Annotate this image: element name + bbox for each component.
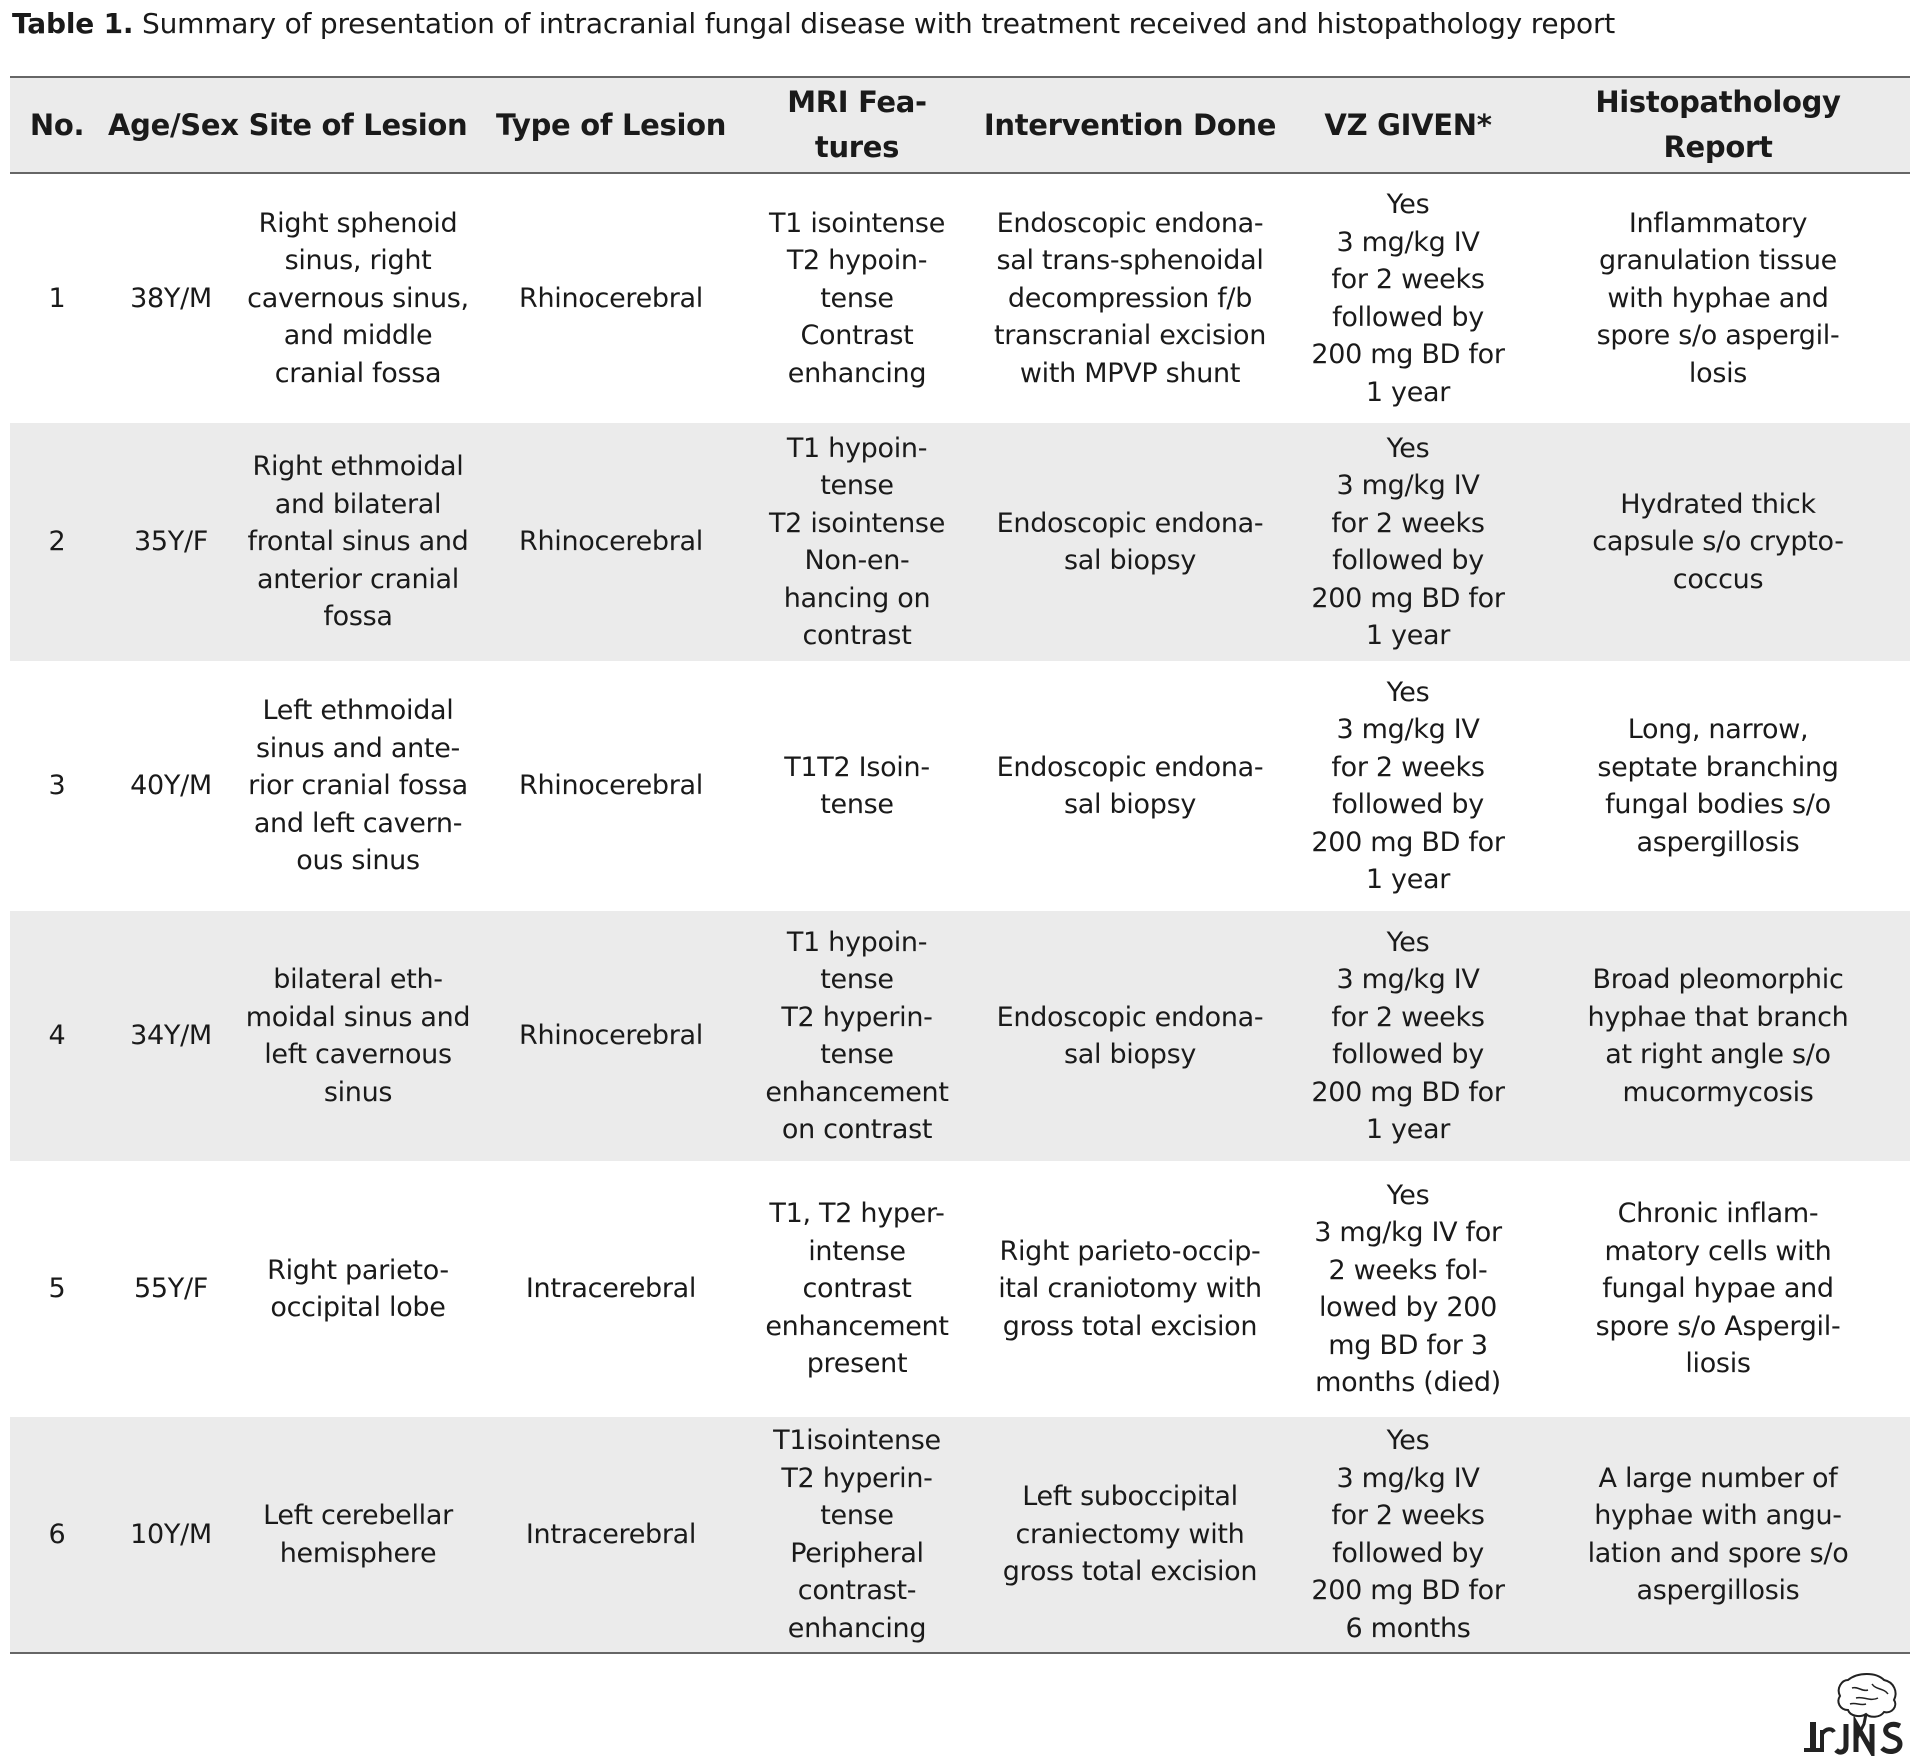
cell-type-of-lesion: Intracerebral bbox=[525, 1273, 697, 1305]
cell-histopathology-report: Broad pleomorphic hyphae that branch at right angle s/o mucormycosis bbox=[1587, 964, 1849, 1108]
table-row bbox=[10, 1161, 1910, 1417]
cell-vz-given: Yes 3 mg/kg IV for 2 weeks followed by 200 mg BD for 1 year bbox=[1311, 926, 1505, 1145]
table-caption-text: Summary of presentation of intracranial fungal disease with treatment received and histopathology report bbox=[133, 7, 1616, 40]
cell-type-of-lesion: Rhinocerebral bbox=[519, 526, 703, 558]
header-type-of-lesion: Type of Lesion bbox=[495, 107, 727, 142]
table-row bbox=[10, 911, 1910, 1161]
cell-histopathology-report: Long, narrow, septate branching fungal bodies s/o aspergillosis bbox=[1597, 714, 1839, 858]
cell-site-of-lesion: Right ethmoidal and bilateral frontal sinus and anterior cranial fossa bbox=[247, 451, 469, 633]
cell-type-of-lesion: Rhinocerebral bbox=[519, 1020, 703, 1052]
cell-histopathology-report: Hydrated thick capsule s/o crypto- coccus bbox=[1592, 488, 1844, 595]
cell-histopathology-report: A large number of hyphae with angu- lation and spore s/o aspergillosis bbox=[1587, 1462, 1849, 1606]
cell-type-of-lesion: Rhinocerebral bbox=[519, 282, 703, 314]
cell-no: 5 bbox=[48, 1273, 66, 1305]
cell-mri-features: T1T2 Isoin- tense bbox=[784, 751, 930, 820]
cell-vz-given: Yes 3 mg/kg IV for 2 weeks followed by 200 mg BD for 6 months bbox=[1311, 1425, 1505, 1644]
table-row bbox=[10, 1417, 1910, 1653]
cell-no: 4 bbox=[48, 1020, 66, 1052]
cell-vz-given: Yes 3 mg/kg IV for 2 weeks fol- lowed by 200 mg BD for 3 months (died) bbox=[1314, 1179, 1502, 1398]
cell-mri-features: T1isointense T2 hyperin- tense Peripheral contrast- enhancing bbox=[773, 1425, 941, 1644]
cell-age-sex: 35Y/F bbox=[134, 526, 208, 558]
cell-intervention-done: Right parieto-occip- ital craniotomy with gross total excision bbox=[998, 1235, 1262, 1342]
cell-age-sex: 34Y/M bbox=[130, 1020, 212, 1052]
cell-no: 1 bbox=[48, 282, 66, 314]
table-header-row bbox=[10, 77, 1910, 173]
cell-age-sex: 38Y/M bbox=[130, 282, 212, 314]
cell-histopathology-report: Chronic inflam- matory cells with fungal hypae and spore s/o Aspergil- liosis bbox=[1595, 1198, 1841, 1380]
cell-vz-given: Yes 3 mg/kg IV for 2 weeks followed by 200 mg BD for 1 year bbox=[1311, 189, 1505, 408]
cell-vz-given: Yes 3 mg/kg IV for 2 weeks followed by 200 mg BD for 1 year bbox=[1311, 432, 1505, 651]
cell-intervention-done: Endoscopic endona- sal biopsy bbox=[996, 751, 1264, 820]
journal-logo bbox=[1800, 1672, 1910, 1756]
cell-mri-features: T1 hypoin- tense T2 isointense Non-en- hancing on contrast bbox=[768, 432, 946, 651]
cell-intervention-done: Endoscopic endona- sal biopsy bbox=[996, 1001, 1264, 1070]
cell-mri-features: T1 hypoin- tense T2 hyperin- tense enhancement on contrast bbox=[765, 926, 949, 1145]
cell-no: 6 bbox=[48, 1518, 66, 1550]
header-mri-features: MRI Fea- tures bbox=[787, 85, 927, 164]
header-no: No. bbox=[29, 107, 85, 142]
cell-mri-features: T1, T2 hyper- intense contrast enhancement present bbox=[765, 1198, 949, 1380]
cell-site-of-lesion: Right sphenoid sinus, right cavernous sinus, and middle cranial fossa bbox=[247, 207, 469, 389]
cell-no: 3 bbox=[48, 770, 66, 802]
table-row bbox=[10, 423, 1910, 661]
cell-mri-features: T1 isointense T2 hypoin- tense Contrast enhancing bbox=[768, 207, 946, 389]
cell-site-of-lesion: Right parieto- occipital lobe bbox=[267, 1254, 449, 1323]
summary-table bbox=[10, 76, 1910, 1654]
header-site-of-lesion: Site of Lesion bbox=[248, 107, 468, 142]
cell-site-of-lesion: bilateral eth- moidal sinus and left cavernous sinus bbox=[245, 964, 471, 1108]
cell-site-of-lesion: Left ethmoidal sinus and ante- rior cranial fossa and left cavern- ous sinus bbox=[248, 695, 468, 877]
header-histopathology-report: Histopathology Report bbox=[1595, 85, 1841, 164]
header-age-sex: Age/Sex bbox=[108, 107, 239, 142]
table-row bbox=[10, 173, 1910, 423]
header-vz-given: VZ GIVEN* bbox=[1324, 107, 1492, 142]
cell-site-of-lesion: Left cerebellar hemisphere bbox=[263, 1500, 453, 1569]
cell-histopathology-report: Inflammatory granulation tissue with hyphae and spore s/o aspergil- losis bbox=[1596, 207, 1840, 389]
cell-no: 2 bbox=[48, 526, 66, 558]
cell-type-of-lesion: Intracerebral bbox=[525, 1518, 697, 1550]
cell-intervention-done: Left suboccipital craniectomy with gross total excision bbox=[1002, 1481, 1258, 1588]
cell-type-of-lesion: Rhinocerebral bbox=[519, 770, 703, 802]
brain-logo-icon bbox=[1800, 1672, 1910, 1756]
table-row bbox=[10, 661, 1910, 911]
cell-age-sex: 40Y/M bbox=[130, 770, 212, 802]
cell-intervention-done: Endoscopic endona- sal trans-sphenoidal decompression f/b transcranial excision with MPVP shunt bbox=[993, 207, 1267, 389]
table-caption bbox=[12, 4, 1902, 44]
cell-age-sex: 55Y/F bbox=[134, 1273, 208, 1305]
header-intervention-done: Intervention Done bbox=[983, 107, 1277, 142]
cell-intervention-done: Endoscopic endona- sal biopsy bbox=[996, 507, 1264, 576]
cell-vz-given: Yes 3 mg/kg IV for 2 weeks followed by 200 mg BD for 1 year bbox=[1311, 676, 1505, 895]
table-caption-label: Table 1. bbox=[12, 7, 134, 40]
cell-age-sex: 10Y/M bbox=[130, 1518, 212, 1550]
